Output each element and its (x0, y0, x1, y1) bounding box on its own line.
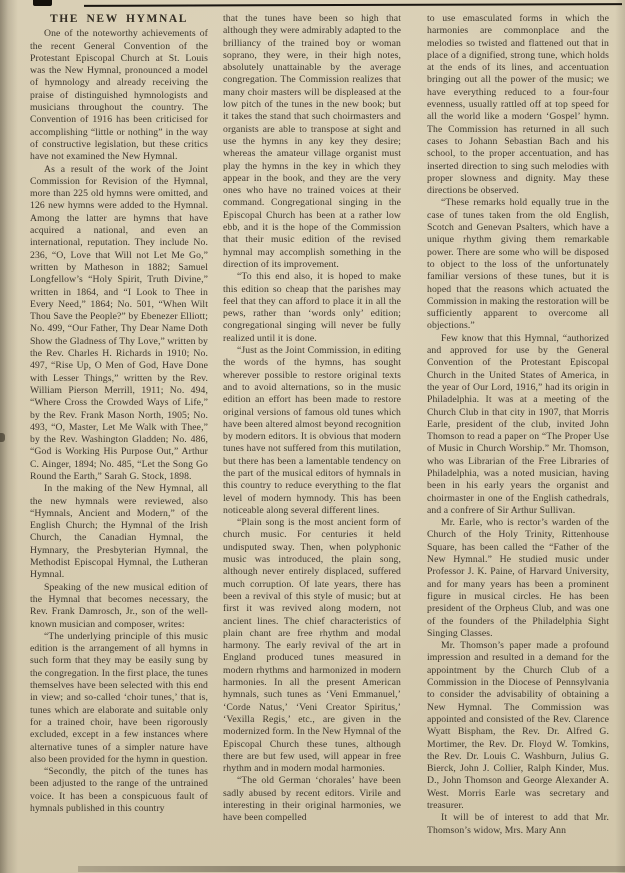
paragraph: Mr. Earle, who is rector’s warden of the Church of the Holy Trinity, Rittenhouse Square, has been called the “Father of the New Hymnal.” He studied music under Professor J. K. Paine, of Harvard University, and for many years has been a prominent figure in musical circles. He has been president of the Orpheus Club, and was one of the founders of the Philadelphia Sight Singing Classes. (427, 517, 609, 639)
paragraph: that the tunes have been so high that although they were admirably adapted to the brilliancy of the trained boy or woman soprano, they were, in their high notes, absolutely unattainable by the average congregation. The Commission realizes that many choir masters will be displeased at the low pitch of the tunes in the new book; but it takes the stand that such choirmasters and organists are able to transpose at sight and use the hymns in any key they desire; whereas the amateur village organist must play the hymns in the key in which they appear in the book, and they are the very ones who have no trained voices at their command. Congregational singing in the Episcopal Church has been at a rather low ebb, and it is the hope of the Commission that their music edition of the revised hymnal may accomplish something in the direction of its improvement. (223, 13, 401, 270)
bottom-edge-shadow (78, 866, 625, 872)
paragraph: As a result of the work of the Joint Commission for Revision of the Hymnal, more than 225 old hymns were omitted, and 126 new hymns were added to the Hymnal. Among the latter are hymns that have acquired a national, and even an international, reputation. They include No. 236, “O, Love that Will not Let Me Go,” written by Matheson in 1882; Samuel Longfellow’s “Holy Spirit, Truth Divine,” written in 1864, and “I Look to Thee in Every Need,” 1864; No. 501, “When Wilt Thou Save the People?” by Ebenezer Elliott; No. 499, “Our Father, Thy Dear Name Doth Show the Gladness of Thy Love,” written by the Rev. Charles H. Richards in 1910; No. 497, “Rise Up, O Men of God, Have Done with Lesser Things,” written by the Rev. William Pierson Merrill, 1911; No. 494, “Where Cross the Crowded Ways of Life,” by the Rev. Frank Mason North, 1905; No. 493, “O, Master, Let Me Walk with Thee,” by the Rev. Washington Gladden; No. 486, “God is Working His Purpose Out,” Arthur C. Ainger, 1894; No. 485, “Let the Song Go Round the Earth,” Sarah G. Stock, 1898. (30, 163, 208, 482)
paragraph: “These remarks hold equally true in the case of tunes taken from the old English, Scotch and Genevan Psalters, which have a unique rhythm giving them remarkable power. There are some who will be disposed to object to the loss of the unfortunately familiar versions of these tunes, but it is hoped that the reasons which actuated the Commission in making the restoration will be sufficiently apparent to overcome all objections.” (427, 197, 609, 332)
paragraph: “The old German ‘chorales’ have been sadly abused by recent editors. Virile and interesting in their original harmonies, we have been compelled (223, 775, 401, 824)
ink-mark (33, 0, 52, 6)
page-right-edge-shadow (615, 0, 625, 873)
text-columns (30, 13, 609, 837)
paragraph: “The underlying principle of this music edition is the arrangement of all hymns in such form that they may be easily sung by the congregation. In the first place, the tunes themselves have been selected with this end in view; and so-called ‘choir tunes,’ that is, tunes which are elaborate and suitable only for a trained choir, have been rigorously excluded, except in a few instances where alternative tunes of a simpler nature have also been provided for the hymn in question. (30, 630, 208, 765)
column-3 (427, 13, 609, 837)
paragraph: One of the noteworthy achievements of the recent General Convention of the Protestant Episcopal Church at St. Louis was the New Hymnal, pronounced a model of hymnology and already receiving the praise of distinguished hymnologists and musicians throughout the country. The Convention of 1916 has been criticised for accomplishing “little or nothing” in the way of constructive legislation, but these critics have not examined the New Hymnal. (30, 28, 208, 163)
column-1-paragraphs (30, 28, 208, 815)
column-2-paragraphs (223, 13, 401, 825)
paragraph: It will be of interest to add that Mr. Thomson’s widow, Mrs. Mary Ann (427, 812, 609, 836)
paragraph: Speaking of the new musical edition of the Hymnal that becomes necessary, the Rev. Frank Damrosch, Jr., son of the well-known musician and composer, writes: (30, 581, 208, 630)
article-title: THE NEW HYMNAL (49, 13, 189, 25)
paragraph: Mr. Thomson’s paper made a profound impression and resulted in a demand for the appointment by the Church Club of a Commission in the Diocese of Pennsylvania to consider the advisability of obtaining a New Hymnal. The Commission was appointed and consisted of the Rev. Clarence Wyatt Bispham, the Rev. Dr. Alfred G. Mortimer, the Rev. Dr. Floyd W. Tomkins, the Rev. Dr. Louis C. Washburn, Julius G. Bierck, John J. Collier, Ralph Kinder, Mus. D., John Thomson and George Alexander A. West. Morris Earle was secretary and treasurer. (427, 640, 609, 811)
ink-speck (0, 433, 5, 442)
paragraph: “To this end also, it is hoped to make this edition so cheap that the parishes may feel that they can afford to place it in all the pews, rather than ‘words only’ edition; congregational singing will never be fully realized until it is done. (223, 271, 401, 344)
paragraph: “Plain song is the most ancient form of church music. For centuries it held undisputed sway. Then, when polyphonic music was introduced, the plain song, although never entirely displaced, suffered much corruption. Of late years, there has been a revival of this style of music; but at first it was revived along modern, not ancient lines. The chief characteristics of plain chant are free rhythm and modal harmony. The early revival of the art in England produced tunes measured in modern rhythms and harmonized in modern harmonies. In all the present American hymnals, such tunes as ‘Veni Emmanuel,’ ‘Corde Natus,’ ‘Veni Creator Spiritus,’ ‘Vexilla Regis,’ etc., are given in the modernized form. In the New Hymnal of the Episcopal Church these tunes, although there are but few used, will appear in free rhythm and in modern modal harmonies. (223, 517, 401, 775)
paragraph: “Just as the Joint Commission, in editing the words of the hymns, has sought wherever possible to restore original texts and to avoid alternations, so in the music edition an effort has been made to restore original versions of famous old tunes which have been altered almost beyond recognition by modern editors. It is obvious that modern tunes have not suffered from this mutilation, but there has been a lamentable tendency on the part of the musical editors of hymnals in this country to reduce everything to the flat level of modern hymnody. This has been noticeable along several different lines. (223, 345, 401, 516)
paragraph: Few know that this Hymnal, “authorized and approved for use by the General Convention of the Protestant Episcopal Church in the United States of America, in the year of Our Lord, 1916,” had its origin in Philadelphia. It was at a meeting of the Church Club in that city in 1907, that Morris Earle, president of the club, invited John Thomson to read a paper on “The Proper Use of Music in Church Worship.” Mr. Thomson, who was Librarian of the Free Libraries of Philadelphia, was a noted musician, having been in his early years the organist and choirmaster in one of the English cathedrals, and a confrere of Sir Arthur Sullivan. (427, 332, 609, 516)
top-edge-line (84, 3, 622, 7)
paragraph: “Secondly, the pitch of the tunes has been adjusted to the range of the untrained voice. It has been a conspicuous fault of hymnals published in this country (30, 766, 208, 814)
column-1 (30, 13, 208, 837)
column-3-paragraphs (427, 13, 609, 837)
column-2 (223, 13, 401, 837)
paragraph: In the making of the New Hymnal, all the new hymnals were reviewed, also “Hymnals, Ancient and Modern,” of the English Church; the Hymnal of the Irish Church, the Canadian Hymnal, the Hymnary, the Presbyterian Hymnal, the Methodist Episcopal Hymnal, the Lutheran Hymnal. (30, 483, 208, 581)
paragraph: to use emasculated forms in which the harmonies are commonplace and the melodies so twisted and flattened out that in place of a dignified, strong tune, which holds at the ends of its lines, and accentuation bringing out all the power of the music; we have everything reduced to a four-four evenness, usually rattled off at top speed for all the world like a modern ‘Gospel’ hymn. The Commission has returned in all such cases to Johann Sebastian Bach and his school, to the proper accentuation, and has inserted direction to sing such melodies with proper slowness and dignity. May these directions be observed. (427, 13, 609, 197)
